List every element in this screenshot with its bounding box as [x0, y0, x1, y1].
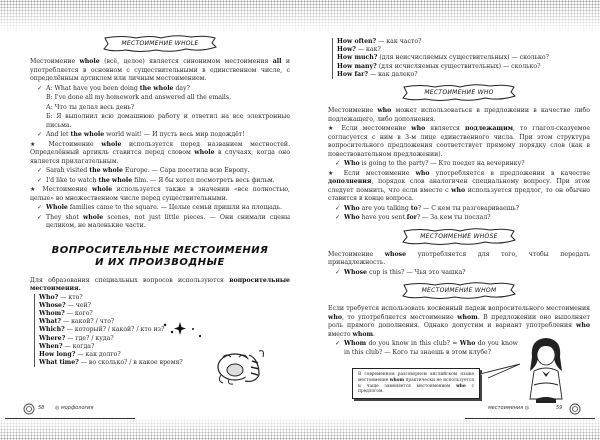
check-icon: ✓: [335, 204, 341, 212]
example: ✓ Who is going to the party? — Кто поедет на вечеринку?: [335, 160, 525, 168]
list-item: Where? — где? / куда?: [39, 334, 114, 342]
right-page: [328, 38, 590, 358]
check-icon: ✓: [335, 160, 341, 168]
footer-section-right: местоимения ◎: [488, 405, 530, 411]
check-icon: ✓: [37, 131, 43, 138]
example: ✓ Whole families came to the square. — Целые семьи пришли на площадь.: [37, 204, 282, 211]
list-item: What? — какой? / что?: [39, 318, 115, 326]
heading-who: МЕСТОИМЕНИЕ WHO: [400, 83, 518, 103]
example: ✓ They shot whole scenes, not just little pieces. — Они снимали сцены целиком, не маленькие части.: [37, 213, 290, 229]
heading-whole: [101, 34, 219, 54]
check-icon: ✓: [37, 213, 43, 221]
question-word-list-continued: [332, 38, 590, 79]
left-page: [30, 30, 290, 367]
example: ✓ I'd like to watch the whole film. — Я бы хотел посмотреть весь фильм.: [37, 176, 275, 184]
spiral-icon: [568, 402, 582, 416]
halftone-footer: [0, 416, 600, 440]
list-item: How? — как?: [337, 46, 381, 54]
heading-text: МЕСТОИМЕНИЕ WHOLE: [121, 40, 199, 47]
example: ✓ Whom do you know in this club? = Who do you know in this club? — Кого ты знаешь в этом клубе?: [335, 340, 518, 356]
footer-section-left: ◎ морфология: [55, 405, 94, 411]
page-number-left: 58: [38, 405, 45, 411]
example: ✓ Sarah visited the whole Europe. — Сара посетила всю Европу.: [37, 167, 250, 174]
whole-intro: Местоимение whole (всё, целое) является синонимом местоимения all и употребляется в основном с существительными в единственном числе, с определённым артиклем или личным местоимением.: [30, 58, 290, 82]
list-item: How many? (для исчисляемых существительных) — сколько?: [337, 62, 541, 70]
list-item: How much? (для неисчисляемых существительных) — сколько?: [337, 54, 549, 62]
list-item: Whose? — чей?: [39, 301, 91, 309]
whose-intro: Местоимение whose употребляется для того, чтобы передать принадлежность.: [328, 250, 590, 267]
check-icon: ✓: [37, 204, 43, 211]
note: ★ Местоимение whole используется также в значении «все полностью, целые» во множественном числе перед существительными.: [30, 186, 290, 202]
whom-intro: Если требуется использовать косвенный падеж вопросительного местоимения who, то употребляется местоимение whom. В предложении оно выполняет роль прямого дополнения. Однако допустим и вариант употребления who вместо whom.: [328, 305, 590, 338]
note: ★ Если местоимение who употребляется в предложении в качестве дополнения, порядок слов аналогичен специальному вопросу. При этом следует помнить, что если вместе с who используется предлог, то он обычно ставится в конце вопроса.: [328, 169, 590, 203]
note: ★ Местоимение whole используется перед названием местностей. Определённый артикль ставится перед словом whole в случаях, когда оно является прилагательным.: [30, 140, 291, 165]
tip-callout: В современном разговорном английском языке местоимение whom практически не используется и чаще заменяется местоимением who с предлогом.: [352, 368, 480, 399]
footer-rule-left: [5, 418, 135, 419]
heading-whose: МЕСТОИМЕНИЕ WHOSE: [400, 227, 518, 247]
list-item: Which? — который? / какой? / кто из?: [39, 326, 165, 334]
footer-rule-right: [465, 418, 595, 419]
who-intro: Местоимение who может использоваться в предложении в качестве либо подлежащего, либо дополнения.: [328, 107, 590, 123]
halftone-header: [0, 0, 600, 32]
girl-illustration-icon: [522, 335, 570, 403]
example: ✓ Who have you sent for? — За кем ты послал?: [335, 214, 491, 222]
example: B: I've done all my homework and answered all the emails.: [46, 94, 232, 101]
star-icon: ★: [328, 169, 338, 177]
sparkles-icon: [160, 322, 205, 342]
list-item: When? — когда?: [39, 342, 95, 350]
star-icon: ★: [30, 186, 38, 193]
page-number-right: 59: [556, 405, 563, 411]
check-icon: ✓: [37, 176, 43, 184]
star-icon: ★: [30, 140, 41, 148]
example: ✓ A: What have you been doing the whole day?: [37, 84, 190, 92]
list-item: How often? — как часто?: [337, 38, 422, 45]
list-item: Who? — кто?: [39, 293, 83, 301]
example: ✓ And let the whole world wait! — И пусть весь мир подождёт!: [37, 131, 245, 138]
callout-pointer-icon: [480, 362, 525, 382]
list-item: Whom? — кого?: [39, 309, 93, 317]
interrogative-intro: Для образования специальных вопросов используются вопросительные местоимения.: [30, 276, 290, 292]
example: ✓ Who are you talking to? — С кем ты разговариваешь?: [335, 204, 520, 212]
check-icon: ✓: [335, 340, 341, 348]
list-item: How long? — как долго?: [39, 350, 121, 358]
note: ★ Если местоимение who является подлежащим, то глагол-сказуемое согласуется с ним в 3-м лице единственного числа. При этом структура вопросительного предложения соответствует прямому порядку слов (как в повествовательном предложении).: [328, 125, 591, 158]
interrogative-title: ВОПРОСИТЕЛЬНЫЕ МЕСТОИМЕНИЯ И ИХ ПРОИЗВОДНЫЕ: [51, 244, 269, 268]
check-icon: ✓: [37, 167, 43, 174]
heading-whom: МЕСТОИМЕНИЕ WHOM: [400, 281, 518, 301]
check-icon: ✓: [335, 214, 341, 222]
star-icon: ★: [328, 125, 337, 133]
list-item: What time? — во сколько? / в какое время?: [39, 359, 183, 367]
check-icon: ✓: [37, 84, 43, 92]
example: Б: Я выполнил всю домашнюю работу и ответил на все электронные письма.: [46, 113, 290, 129]
example: А: Что ты делал весь день?: [46, 103, 135, 111]
spiral-icon: [22, 402, 36, 416]
tiger-illustration-icon: [215, 345, 267, 387]
example: ✓ Whose cup is this? — Чья это чашка?: [335, 268, 466, 276]
list-item: How far? — как далеко?: [337, 70, 418, 78]
check-icon: ✓: [335, 268, 341, 276]
